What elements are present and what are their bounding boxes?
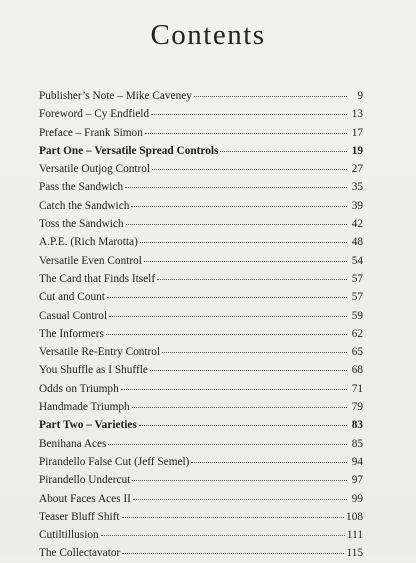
toc-entry-title: Casual Control (39, 309, 108, 322)
toc-entry-title: Pirandello False Cut (Jeff Semel) (39, 455, 190, 468)
toc-entry (39, 526, 363, 544)
dot-leader (122, 516, 344, 518)
toc-entry (39, 124, 363, 142)
dot-leader (106, 333, 347, 335)
toc-entry-page-number: 71 (351, 382, 363, 395)
toc-entry (39, 453, 363, 471)
toc-entry-title: Odds on Triumph (39, 382, 119, 395)
dot-leader (108, 443, 347, 445)
toc-entry-page-number: 48 (351, 236, 363, 249)
toc-entry-title: The Card that Finds Itself (39, 272, 156, 285)
toc-entry (39, 508, 363, 526)
dot-leader (150, 369, 347, 371)
dot-leader (122, 552, 344, 554)
toc-entry-title: The Collectavator (39, 547, 121, 560)
dot-leader (191, 461, 347, 463)
toc-entry-page-number: 108 (346, 510, 363, 523)
dot-leader (121, 388, 347, 390)
toc-entry-title: Catch the Sandwich (39, 199, 130, 212)
toc-entry (39, 325, 363, 343)
dot-leader (109, 315, 347, 317)
toc-entry (39, 544, 363, 562)
toc-entry-title: The Informers (39, 327, 104, 340)
toc-part-heading (39, 142, 363, 160)
page-title: Contents (150, 19, 266, 51)
toc-entry-title: Pirandello Undercut (39, 474, 131, 487)
toc-entry-page-number: 57 (351, 291, 363, 304)
toc-entry-page-number: 97 (351, 474, 363, 487)
toc-entry-page-number: 65 (351, 346, 363, 359)
toc-entry-page-number: 83 (351, 419, 363, 432)
toc-entry-title: Versatile Outjog Control (39, 163, 151, 176)
dot-leader (157, 278, 347, 280)
dot-leader (220, 150, 347, 152)
toc-entry (39, 87, 363, 105)
toc-entry (39, 215, 363, 233)
toc-entry-title: Toss the Sandwich (39, 218, 124, 231)
toc-entry-page-number: 57 (351, 272, 363, 285)
toc-entry-title: Part One – Versatile Spread Controls (39, 144, 219, 157)
dot-leader (145, 132, 347, 134)
toc-entry-page-number: 35 (351, 181, 363, 194)
toc-entry-title: A.P.E. (Rich Marotta) (39, 236, 138, 249)
dot-leader (125, 186, 347, 188)
dot-leader (133, 498, 347, 500)
dot-leader (151, 113, 347, 115)
toc-entry (39, 471, 363, 489)
toc-entry (39, 105, 363, 123)
toc-entry (39, 361, 363, 379)
dot-leader (107, 296, 347, 298)
toc-entry-title: Pass the Sandwich (39, 181, 124, 194)
toc-entry-title: You Shuffle as I Shuffle (39, 364, 148, 377)
toc-entry-page-number: 54 (351, 254, 363, 267)
toc-part-heading (39, 416, 363, 434)
toc-entry-title: Teaser Bluff Shift (39, 510, 120, 523)
toc-entry-page-number: 59 (351, 309, 363, 322)
toc-entry-title: About Faces Aces II (39, 492, 131, 505)
toc-entry (39, 380, 363, 398)
toc-entry-title: Publisher’s Note – Mike Caveney (39, 90, 192, 102)
toc-entry-title: Handmade Triumph (39, 401, 130, 414)
toc-entry-page-number: 115 (346, 547, 363, 560)
toc-entry-title: Cut and Count (39, 291, 105, 304)
toc-entry (39, 197, 363, 215)
toc-entry (39, 270, 363, 288)
toc-entry-title: Foreword – Cy Endfield (39, 108, 150, 121)
toc-entry (39, 160, 363, 178)
dot-leader (140, 241, 347, 243)
dot-leader (139, 424, 347, 426)
dot-leader (194, 95, 347, 97)
toc-entry-page-number: 17 (351, 126, 363, 139)
dot-leader (101, 534, 345, 536)
toc-entry-page-number: 85 (351, 437, 363, 450)
toc-entry-page-number: 13 (351, 108, 363, 121)
toc-entry (39, 288, 363, 306)
toc-entry (39, 435, 363, 453)
toc-entry-page-number: 68 (351, 364, 363, 377)
toc-entry-title: Preface – Frank Simon (39, 126, 143, 139)
dot-leader (162, 351, 347, 353)
toc-entry-page-number: 111 (346, 529, 363, 542)
toc-entry-page-number: 79 (351, 401, 363, 414)
toc-entry-page-number: 99 (351, 492, 363, 505)
toc-entry-page-number: 42 (351, 218, 363, 231)
toc-entry-title: Versatile Even Control (39, 254, 142, 267)
toc-entry-page-number: 27 (351, 163, 363, 176)
toc-entry-page-number: 19 (351, 144, 363, 157)
toc-entry-page-number: 39 (351, 199, 363, 212)
dot-leader (132, 479, 347, 481)
dot-leader (132, 406, 347, 408)
dot-leader (152, 168, 347, 170)
toc-entry (39, 490, 363, 508)
toc-entry-title: Versatile Re-Entry Control (39, 346, 161, 359)
toc-entry-title: Cutiltillusion (39, 529, 99, 542)
toc-entry (39, 307, 363, 325)
dot-leader (144, 260, 347, 262)
toc-entry (39, 343, 363, 361)
dot-leader (126, 223, 347, 225)
toc-entry (39, 178, 363, 196)
toc-entry (39, 252, 363, 270)
toc-entry-title: Benihana Aces (39, 437, 107, 450)
toc-entry (39, 398, 363, 416)
table-of-contents (39, 87, 363, 563)
toc-entry-page-number: 62 (351, 327, 363, 340)
toc-entry (39, 233, 363, 251)
toc-entry-page-number: 94 (351, 455, 363, 468)
toc-entry-page-number: 9 (357, 90, 363, 102)
dot-leader (131, 205, 347, 207)
toc-entry-title: Part Two – Varieties (39, 419, 137, 432)
